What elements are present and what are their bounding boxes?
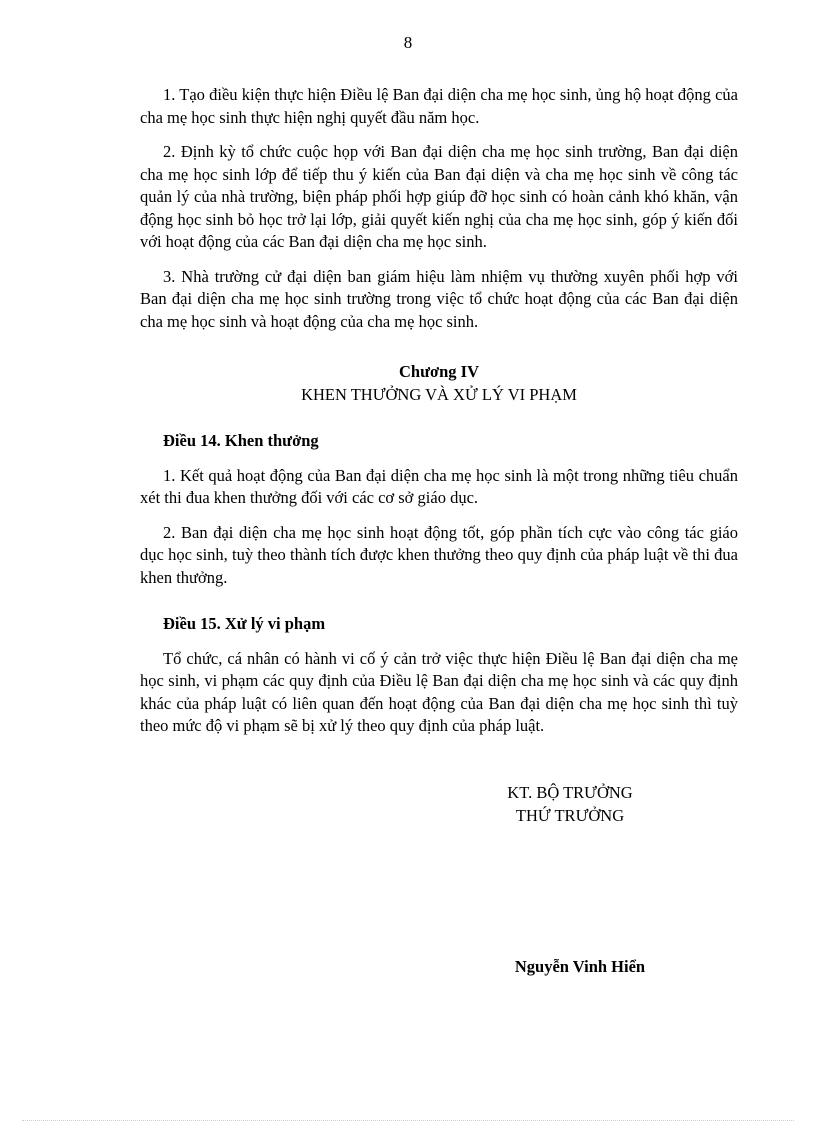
chapter-number: Chương IV xyxy=(398,362,480,381)
page-number: 8 xyxy=(403,33,413,52)
article-14-paragraph-2: 2. Ban đại diện cha mẹ học sinh hoạt động tốt, góp phần tích cực vào công tác giáo dục học sinh, tuỳ theo thành tích được khen thưởng theo quy định của pháp luật về thi đua khen thưởng. xyxy=(140,522,738,587)
paragraph-2: 2. Định kỳ tổ chức cuộc họp với Ban đại diện cha mẹ học sinh trường, Ban đại diện cha mẹ học sinh lớp để tiếp thu ý kiến của Ban đại diện và cha mẹ học sinh về công tác quản lý của nhà trường, biện pháp phối hợp giúp đỡ học sinh có hoàn cảnh khó khăn, vận động học sinh bỏ học trở lại lớp, giải quyết kiến nghị của cha mẹ học sinh, góp ý kiến đối với hoạt động của các Ban đại diện cha mẹ học sinh. xyxy=(140,142,738,251)
article-15-paragraph-1: Tổ chức, cá nhân có hành vi cố ý cản trở việc thực hiện Điều lệ Ban đại diện cha mẹ học sinh, vi phạm các quy định của Điều lệ Ban đại diện cha mẹ học sinh và các quy định khác của pháp luật có liên quan đến hoạt động của Ban đại diện cha mẹ học sinh thì tuỳ theo mức độ vi phạm sẽ bị xử lý theo quy định của pháp luật. xyxy=(140,648,738,735)
signature-title-block xyxy=(470,782,670,827)
article-14-paragraph-1: 1. Kết quả hoạt động của Ban đại diện cha mẹ học sinh là một trong những tiêu chuẩn xét thi đua khen thưởng đối với các cơ sở giáo dục. xyxy=(140,465,738,507)
page-bottom-divider xyxy=(22,1120,794,1121)
signature-title-line-2: THỨ TRƯỞNG xyxy=(515,805,625,825)
chapter-header xyxy=(140,361,738,406)
paragraph-1: 1. Tạo điều kiện thực hiện Điều lệ Ban đại diện cha mẹ học sinh, ủng hộ hoạt động của cha mẹ học sinh thực hiện nghị quyết đầu năm học. xyxy=(140,85,738,127)
article-14-heading: Điều 14. Khen thưởng xyxy=(163,431,319,450)
article-15-heading: Điều 15. Xử lý vi phạm xyxy=(163,614,326,633)
signer-name: Nguyễn Vinh Hiển xyxy=(514,957,646,976)
document-body xyxy=(140,84,738,750)
chapter-title: KHEN THƯỞNG VÀ XỬ LÝ VI PHẠM xyxy=(301,384,577,404)
paragraph-3: 3. Nhà trường cử đại diện ban giám hiệu làm nhiệm vụ thường xuyên phối hợp với Ban đại diện cha mẹ học sinh trường trong việc tổ chức hoạt động của các Ban đại diện cha mẹ học sinh và hoạt động của cha mẹ học sinh. xyxy=(140,266,738,331)
signature-title-line-1: KT. BỘ TRƯỞNG xyxy=(507,783,633,802)
